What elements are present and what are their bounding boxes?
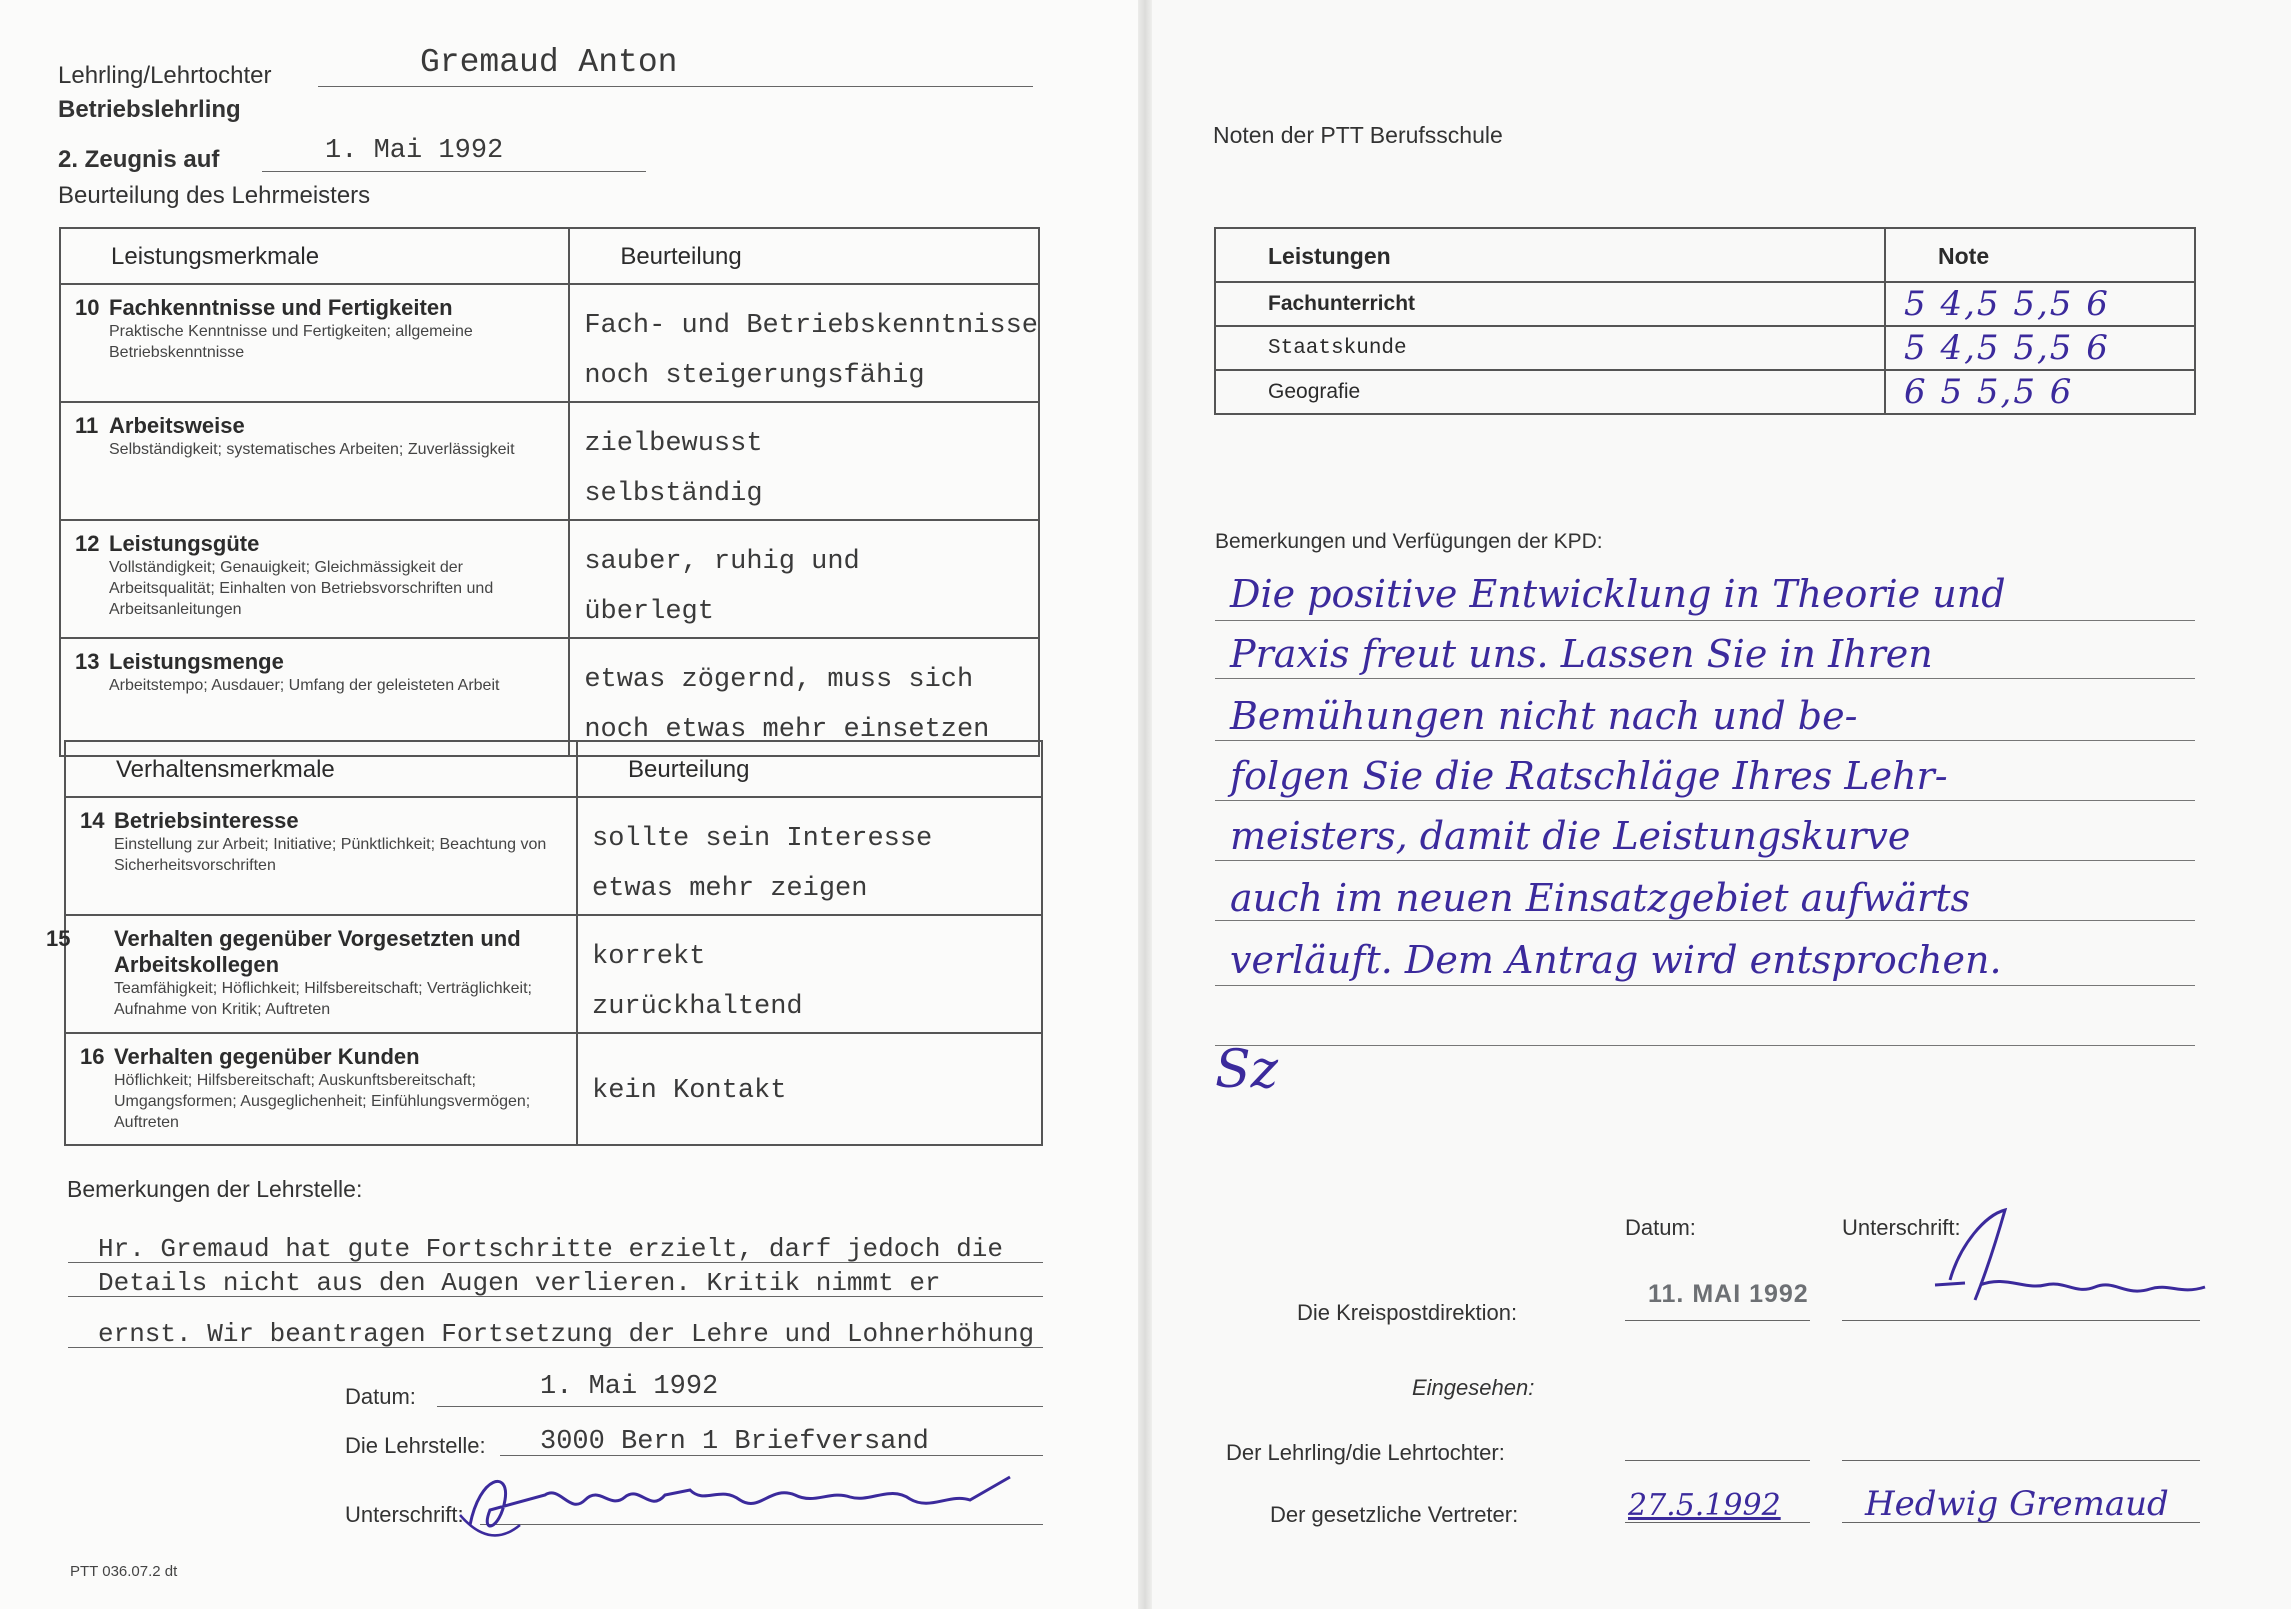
kpd-line xyxy=(1215,740,2195,741)
table-row: 15 Verhalten gegenüber Vorgesetzten und Arbeitskollegen Teamfähigkeit; Höflichkeit; Hilfsbereitschaft; Verträglichkeit; Aufnahme von Kritik; Auftreten korrekt zurückhaltend xyxy=(65,915,1042,1033)
certificate-date: 1. Mai 1992 xyxy=(325,136,504,166)
district-date-stamp: 11. MAI 1992 xyxy=(1648,1280,1809,1308)
grades-table xyxy=(1214,227,2196,415)
apprentice-label: Lehrling/Lehrtochter xyxy=(58,62,272,89)
table-row: 12 Leistungsgüte Vollständigkeit; Genauigkeit; Gleichmässigkeit der Arbeitsqualität; Einhalten von Betriebsvorschriften und Arbeitsanleitungen sauber, ruhig und überlegt xyxy=(60,520,1039,638)
kpd-text-5: meisters, damit die Leistungskurve xyxy=(1230,814,1911,858)
behavior-header: Verhaltensmerkmale xyxy=(65,741,577,797)
remarks-text-1: Hr. Gremaud hat gute Fortschritte erzielt, darf jedoch die xyxy=(98,1234,1003,1264)
signature-header: Unterschrift: xyxy=(1842,1215,1961,1240)
table-row: Staatskunde 5 4,5 5,5 6 xyxy=(1215,326,2195,370)
certificate-line xyxy=(262,171,646,172)
remarks-text-2: Details nicht aus den Augen verlieren. Kritik nimmt er xyxy=(98,1268,941,1298)
page-fold xyxy=(1138,0,1152,1609)
date-label: Datum: xyxy=(345,1384,416,1409)
kpd-text-1: Die positive Entwicklung in Theorie und xyxy=(1230,572,2006,616)
district-date-line xyxy=(1625,1320,1810,1321)
grades-header-subject: Leistungen xyxy=(1215,228,1885,282)
remarks-text-3: ernst. Wir beantragen Fortsetzung der Lehre und Lohnerhöhung xyxy=(98,1319,1035,1349)
behavior-table xyxy=(46,740,1043,1146)
table-row: 14 Betriebsinteresse Einstellung zur Arbeit; Initiative; Pünktlichkeit; Beachtung von Sicherheitsvorschriften sollte sein Interesse etwas mehr zeigen xyxy=(65,797,1042,915)
date-line xyxy=(437,1406,1043,1407)
kpd-text-7: verläuft. Dem Antrag wird entsprochen. xyxy=(1230,938,2002,982)
seen-label: Eingesehen: xyxy=(1412,1375,1535,1400)
workplace-value: 3000 Bern 1 Briefversand xyxy=(540,1427,929,1457)
behavior-assessment-header: Beurteilung xyxy=(577,741,1042,797)
performance-header: Leistungsmerkmale xyxy=(60,228,569,284)
kpd-line xyxy=(1215,620,2195,621)
assessment-header: Beurteilung xyxy=(569,228,1039,284)
kpd-line xyxy=(1215,860,2195,861)
date-header: Datum: xyxy=(1625,1215,1696,1240)
apprentice-type: Betriebslehrling xyxy=(58,96,241,123)
date-value: 1. Mai 1992 xyxy=(540,1372,719,1402)
district-signature-line xyxy=(1842,1320,2200,1321)
table-row: Fachunterricht 5 4,5 5,5 6 xyxy=(1215,282,2195,326)
certificate-label: 2. Zeugnis auf xyxy=(58,146,220,173)
table-row: Geografie 6 5 5,5 6 xyxy=(1215,370,2195,414)
table-row: 16 Verhalten gegenüber Kunden Höflichkeit; Hilfsbereitschaft; Auskunftsbereitschaft; Umgangsformen; Ausgeglichenheit; Einfühlungsvermögen; Auftreten kein Kontakt xyxy=(65,1033,1042,1145)
signature-label: Unterschrift: xyxy=(345,1502,464,1527)
performance-table xyxy=(59,227,1040,757)
district-signature xyxy=(1925,1205,2215,1315)
apprentice-signature-line xyxy=(1842,1460,2200,1461)
remarks-label: Bemerkungen der Lehrstelle: xyxy=(67,1176,363,1202)
kpd-label: Bemerkungen und Verfügungen der KPD: xyxy=(1215,530,1603,553)
kpd-initials: Sz xyxy=(1215,1040,1279,1100)
kpd-text-2: Praxis freut uns. Lassen Sie in Ihren xyxy=(1230,632,1933,676)
form-code: PTT 036.07.2 dt xyxy=(70,1563,178,1580)
kpd-line xyxy=(1215,920,2195,921)
kpd-text-6: auch im neuen Einsatzgebiet aufwärts xyxy=(1230,876,1970,920)
apprentice-name: Gremaud Anton xyxy=(420,44,678,81)
school-label: Noten der PTT Berufsschule xyxy=(1213,122,1503,148)
kpd-text-3: Bemühungen nicht nach und be- xyxy=(1230,694,1858,738)
kpd-line xyxy=(1215,678,2195,679)
assessment-label: Beurteilung des Lehrmeisters xyxy=(58,182,371,209)
table-row: 13 Leistungsmenge Arbeitstempo; Ausdauer; Umfang der geleisteten Arbeit etwas zögernd, muss sich noch etwas mehr einsetzen xyxy=(60,638,1039,756)
kpd-line xyxy=(1215,800,2195,801)
guardian-label: Der gesetzliche Vertreter: xyxy=(1270,1502,1519,1527)
apprentice-line-label: Der Lehrling/die Lehrtochter: xyxy=(1226,1440,1505,1465)
district-label: Die Kreispostdirektion: xyxy=(1297,1300,1518,1325)
lehrstelle-signature xyxy=(450,1455,1020,1550)
workplace-label: Die Lehrstelle: xyxy=(345,1433,486,1458)
grades-header-grade: Note xyxy=(1885,228,2195,282)
kpd-line xyxy=(1215,985,2195,986)
guardian-date: 27.5.1992 xyxy=(1628,1488,1781,1523)
table-row: 11 Arbeitsweise Selbständigkeit; systematisches Arbeiten; Zuverlässigkeit zielbewusst selbständig xyxy=(60,402,1039,520)
guardian-signature: Hedwig Gremaud xyxy=(1865,1484,2169,1524)
apprentice-date-line xyxy=(1625,1460,1810,1461)
kpd-line xyxy=(1215,1045,2195,1046)
apprentice-line xyxy=(318,86,1033,87)
kpd-text-4: folgen Sie die Ratschläge Ihres Lehr- xyxy=(1230,754,1948,798)
table-row: 10 Fachkenntnisse und Fertigkeiten Praktische Kenntnisse und Fertigkeiten; allgemeine Betriebskenntnisse Fach- und Betriebskenntnisse noch steigerungsfähig xyxy=(60,284,1039,402)
